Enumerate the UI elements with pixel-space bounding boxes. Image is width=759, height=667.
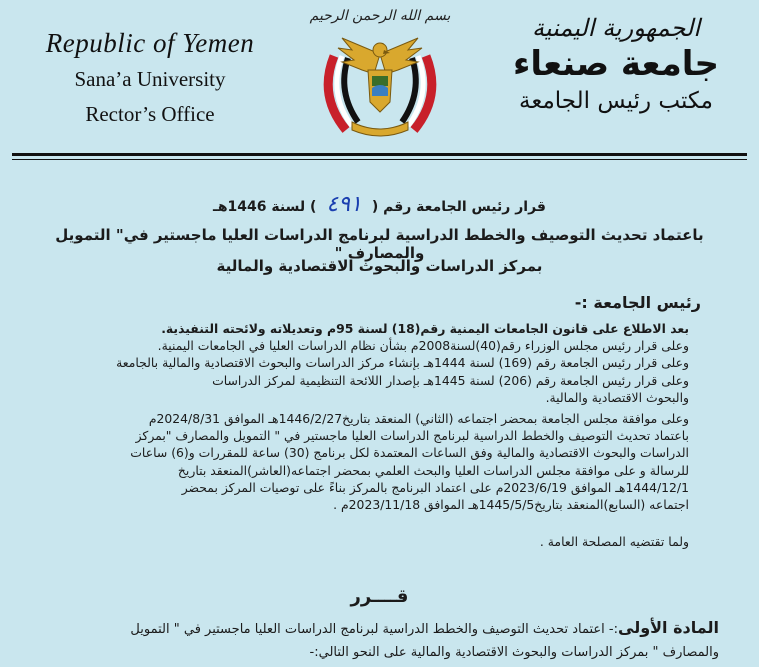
letterhead-en-office: Rector’s Office (85, 102, 215, 126)
article-1-label: المادة الأولى (618, 618, 719, 637)
letterhead-ar-republic: الجمهورية اليمنية (531, 14, 701, 42)
article-1-line-1 (40, 616, 719, 641)
preamble-line: وعلى موافقة مجلس الجامعة بمحضر اجتماعه (الثاني) المنعقد بتاريخ1446/2/27هـ الموافق 2024/8/31م (148, 411, 689, 427)
decree-subject-line-1: باعتماد تحديث التوصيف والخطط الدراسية لبرنامج الدراسات العليا ماجستير في" التمويل والمصارف " (55, 226, 704, 262)
arabic-letterhead (491, 14, 741, 114)
decided-heading: قــــرر (350, 586, 409, 607)
president-label: رئيس الجامعة :- (574, 293, 701, 312)
article-1-text: :- اعتماد تحديث التوصيف والخطط الدراسية لبرنامج الدراسات العليا ماجستير في " التمويل (130, 622, 618, 637)
preamble-line: الدراسات والبحوث الاقتصادية والمالية وفق الساعات المعتمدة لكل برنامج (30) ساعة للمقررات و(6) ساعات (130, 445, 689, 461)
letterhead-ar-office: مكتب رئيس الجامعة (519, 88, 713, 114)
preamble-line: 1444/12/1هـ الموافق 2023/6/19م على اعتماد البرنامج بالمركز بناءً على توصيات المركز بمحضر (181, 479, 689, 495)
preamble-line: للرسالة و على موافقة مجلس الدراسات العليا والبحث العلمي بمحضر اجتماعه(العاشر)المنعقد بتاريخ (177, 462, 689, 478)
english-letterhead (30, 28, 270, 127)
preamble-line: وعلى قرار رئيس الجامعة رقم (206) لسنة 1445هـ بإصدار اللائحة التنظيمية لمركز الدراسات (212, 372, 689, 388)
article-1 (40, 616, 719, 664)
preamble-line: اجتماعه (السابع)المنعقد بتاريخ1445/5/5هـ الموافق 2023/11/18م . (333, 497, 689, 513)
header-divider-thick (12, 153, 747, 156)
preamble-body (62, 320, 689, 550)
decree-heading-suffix: ) لسنة 1446هـ (213, 199, 317, 215)
article-1-line-2: والمصارف " بمركز الدراسات والبحوث الاقتصادية والمالية على النحو التالي:- (309, 645, 719, 660)
letterhead-en-title: Republic of Yemen (45, 28, 255, 58)
letterhead-en-university: Sana’a University (74, 67, 226, 91)
basmala: بسم الله الرحمن الرحيم (309, 8, 451, 24)
preamble-line: والبحوث الاقتصادية والمالية. (545, 389, 689, 405)
preamble-line: وعلى قرار رئيس مجلس الوزراء رقم(40)لسنة2008م بشأن نظام الدراسات العليا في الجامعات اليمنية. (157, 338, 689, 354)
preamble-line: بعد الاطلاع على قانون الجامعات اليمنية رقم(18) لسنة 95م وتعديلاته ولائحته التنفيذية. (161, 321, 689, 336)
preamble-line: وعلى قرار رئيس الجامعة رقم (169) لسنة 1444هـ بإنشاء مركز الدراسات والبحوث الاقتصادية والمالية بالجامعة (116, 355, 689, 371)
decree-heading (0, 192, 759, 217)
header-divider-thin (12, 159, 747, 160)
yemen-eagle-emblem-icon (312, 26, 448, 142)
preamble-line: ولما تقتضيه المصلحة العامة . (539, 534, 689, 550)
decree-subject-line-2: بمركز الدراسات والبحوث الاقتصادية والمالية (216, 257, 543, 275)
preamble-line: باعتماد تحديث التوصيف والخطط الدراسية لبرنامج الدراسات العليا ماجستير في " التمويل والمصارف "بمركز (135, 428, 689, 444)
decree-number: ٤٩١ (326, 192, 362, 217)
decree-heading-prefix: قرار رئيس الجامعة رقم ( (371, 199, 546, 215)
letterhead-ar-university: جامعة صنعاء (512, 44, 720, 84)
